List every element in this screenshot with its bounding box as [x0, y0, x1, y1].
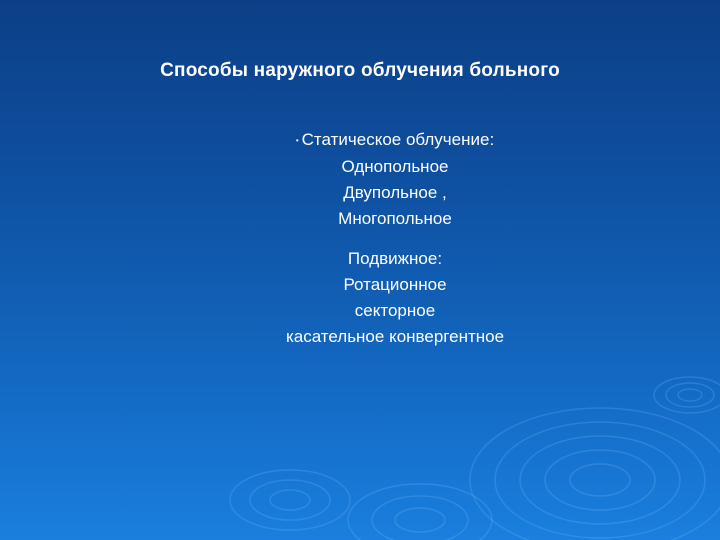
static-item-multi-field: Многопольное	[338, 208, 452, 228]
mobile-item-rotational: Ротационное	[343, 275, 447, 294]
mobile-item-tangential-convergent: касательное конвергентное	[285, 327, 505, 346]
static-item-single-field: Однопольное	[341, 156, 449, 176]
static-item-two-field: Двупольное ,	[343, 182, 447, 202]
static-irradiation-heading: Статическое облучение:	[301, 130, 495, 149]
mobile-irradiation-section	[0, 246, 720, 350]
mobile-irradiation-heading: Подвижное:	[347, 249, 443, 268]
static-irradiation-heading-line	[0, 127, 720, 154]
slide-title: Способы наружного облучения больного	[160, 60, 560, 81]
static-irradiation-section	[0, 127, 720, 232]
mobile-item-sector: секторное	[354, 301, 436, 320]
bullet-icon: •	[295, 135, 299, 145]
